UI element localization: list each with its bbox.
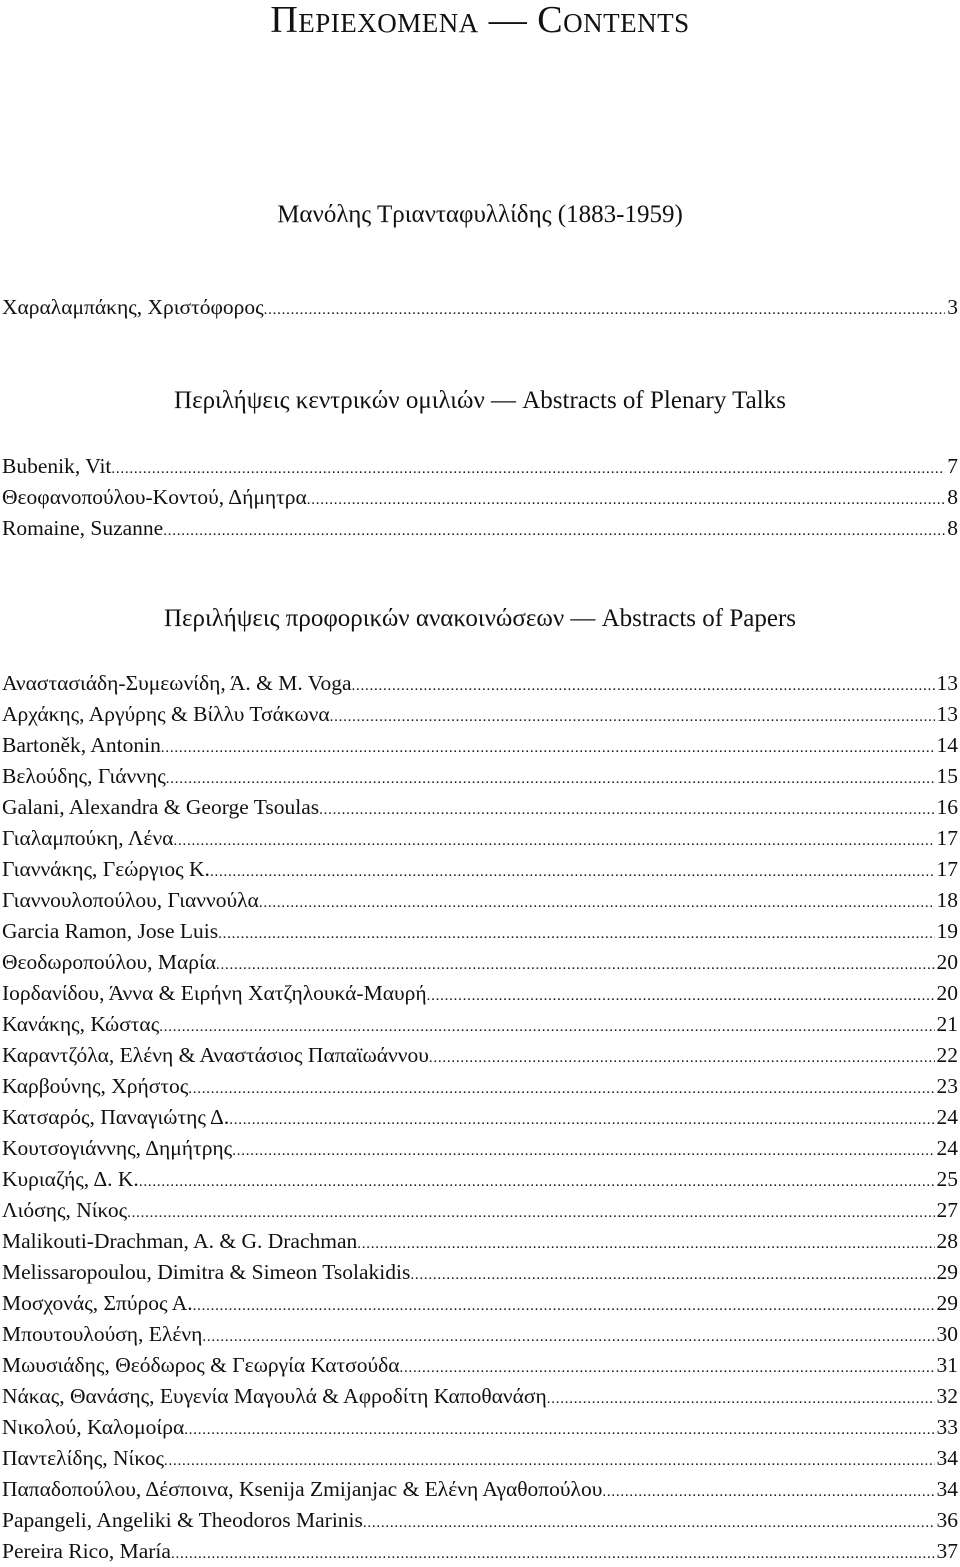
toc-page-number: 32	[936, 1384, 958, 1408]
toc-entry[interactable]	[2, 1381, 958, 1412]
toc-entry[interactable]	[2, 1133, 958, 1164]
toc-entry[interactable]	[2, 1257, 958, 1288]
toc-entry[interactable]	[2, 1102, 958, 1133]
toc-entry[interactable]	[2, 292, 958, 323]
dot-leader	[547, 1381, 935, 1412]
dot-leader	[216, 947, 934, 978]
dot-leader	[602, 1474, 934, 1505]
dot-leader	[232, 1133, 934, 1164]
toc-author: Βελούδης, Γιάννης	[2, 764, 166, 788]
toc-entry[interactable]	[2, 1009, 958, 1040]
toc-author: Μωυσιάδης, Θεόδωρος & Γεωργία Κατσούδα	[2, 1353, 400, 1377]
toc-author: Papangeli, Angeliki & Theodoros Marinis	[2, 1508, 363, 1532]
toc-entry[interactable]	[2, 823, 958, 854]
toc-entry[interactable]	[2, 1474, 958, 1505]
dot-leader	[352, 668, 935, 699]
dot-leader	[330, 699, 935, 730]
toc-page-number: 27	[936, 1198, 958, 1222]
toc-list-plenary-visible	[2, 451, 958, 544]
toc-author: Καρβούνης, Χρήστος	[2, 1074, 189, 1098]
toc-author: Νάκας, Θανάσης, Ευγενία Μαγουλά & Αφροδίτη Καποθανάση	[2, 1384, 547, 1408]
dot-leader	[357, 1226, 934, 1257]
toc-author: Γιαννουλοπούλου, Γιαννούλα	[2, 888, 259, 912]
toc-author: Malikouti-Drachman, A. & G. Drachman	[2, 1229, 358, 1253]
toc-page-number: 8	[947, 485, 958, 509]
toc-author: Galani, Alexandra & George Tsoulas	[2, 795, 320, 819]
toc-entry[interactable]	[2, 1071, 958, 1102]
toc-entry[interactable]	[2, 1350, 958, 1381]
toc-page-number: 8	[947, 516, 958, 540]
dot-leader	[173, 823, 934, 854]
toc-page-number: 31	[936, 1353, 958, 1377]
toc-author: Θεοδωροπούλου, Μαρία	[2, 950, 217, 974]
toc-page-number: 28	[936, 1229, 958, 1253]
toc-page-number: 23	[936, 1074, 958, 1098]
dot-leader	[164, 1443, 935, 1474]
dot-leader	[166, 761, 935, 792]
toc-author: Γιαλαμπούκη, Λένα	[2, 826, 174, 850]
dot-leader	[188, 1071, 934, 1102]
toc-page-number: 30	[936, 1322, 958, 1346]
toc-author: Κυριαζής, Δ. Κ.	[2, 1167, 139, 1191]
toc-author: Romaine, Suzanne	[2, 516, 164, 540]
toc-page-number: 20	[936, 981, 958, 1005]
toc-page-number: 13	[936, 702, 958, 726]
section-heading-triantafyllidis: Μανόλης Τριανταφυλλίδης (1883-1959)	[277, 201, 683, 228]
dot-leader	[363, 1505, 935, 1536]
toc-page-number: 17	[936, 857, 958, 881]
toc-list-triantafyllidis	[2, 292, 958, 323]
toc-entry[interactable]	[2, 1288, 958, 1319]
toc-page-number: 13	[936, 671, 958, 695]
dot-leader	[163, 513, 945, 544]
toc-entry[interactable]	[2, 978, 958, 1009]
toc-page-number: 36	[936, 1508, 958, 1532]
toc-page-number: 18	[936, 888, 958, 912]
toc-entry[interactable]	[2, 1040, 958, 1071]
toc-entry[interactable]	[2, 1226, 958, 1257]
toc-page-number: 19	[936, 919, 958, 943]
toc-author: Bubenik, Vit	[2, 454, 112, 478]
dot-leader	[229, 1102, 934, 1133]
toc-entry[interactable]	[2, 1443, 958, 1474]
toc-author: Παντελίδης, Νίκος	[2, 1446, 164, 1470]
toc-page-number: 24	[936, 1136, 958, 1160]
dot-leader	[171, 1536, 935, 1567]
dot-leader	[202, 1319, 934, 1350]
toc-entry[interactable]	[2, 482, 958, 513]
toc-page-number: 29	[936, 1260, 958, 1284]
dot-leader	[218, 916, 934, 947]
toc-entry[interactable]	[2, 730, 958, 761]
dot-leader	[210, 854, 935, 885]
toc-author: Λιόσης, Νίκος	[2, 1198, 128, 1222]
toc-author: Αναστασιάδη-Συμεωνίδη, Ά. & M. Voga	[2, 671, 352, 695]
toc-list-abstracts-of-papers	[2, 668, 958, 1567]
dot-leader	[127, 1195, 934, 1226]
toc-author: Γιαννάκης, Γεώργιος Κ.	[2, 857, 210, 881]
toc-author: Αρχάκης, Αργύρης & Βίλλυ Τσάκωνα	[2, 702, 330, 726]
toc-author: Καραντζόλα, Ελένη & Αναστάσιος Παπαϊωάννου	[2, 1043, 429, 1067]
toc-entry[interactable]	[2, 761, 958, 792]
dot-leader	[307, 482, 946, 513]
toc-entry[interactable]	[2, 885, 958, 916]
dot-leader	[184, 1412, 934, 1443]
toc-author: Νικολού, Καλομοίρα	[2, 1415, 185, 1439]
dot-leader	[259, 885, 935, 916]
toc-author: Garcia Ramon, Jose Luis	[2, 919, 219, 943]
toc-entry[interactable]	[2, 1164, 958, 1195]
dot-leader	[400, 1350, 935, 1381]
toc-page-number: 3	[947, 295, 958, 319]
toc-page-number: 29	[936, 1291, 958, 1315]
toc-page-number: 24	[936, 1105, 958, 1129]
toc-page-number: 21	[936, 1012, 958, 1036]
toc-author: Κατσαρός, Παναγιώτης Δ.	[2, 1105, 230, 1129]
toc-author: Παπαδοπούλου, Δέσποινα, Ksenija Zmijanjac & Ελένη Αγαθοπούλου	[2, 1477, 603, 1501]
toc-author: Bartoněk, Antonin	[2, 733, 161, 757]
dot-leader	[111, 451, 945, 482]
toc-page-number: 22	[936, 1043, 958, 1067]
toc-entry[interactable]	[2, 1412, 958, 1443]
dot-leader	[161, 730, 935, 761]
toc-author: Melissaropoulou, Dimitra & Simeon Tsolakidis	[2, 1260, 411, 1284]
dot-leader	[193, 1288, 935, 1319]
toc-page-number: 33	[936, 1415, 958, 1439]
dot-leader	[319, 792, 934, 823]
toc-entry[interactable]	[2, 916, 958, 947]
dot-leader	[264, 292, 946, 323]
toc-page-number: 15	[936, 764, 958, 788]
section-heading-plenary-talks: Περιλήψεις κεντρικών ομιλιών — Abstracts of Plenary Talks	[174, 387, 786, 414]
toc-entry[interactable]	[2, 1195, 958, 1226]
toc-page-number: 14	[936, 733, 958, 757]
toc-author: Θεοφανοπούλου-Κοντού, Δήμητρα	[2, 485, 307, 509]
toc-page-number: 7	[947, 454, 958, 478]
toc-entry[interactable]	[2, 854, 958, 885]
toc-author: Pereira Rico, María	[2, 1539, 171, 1563]
dot-leader	[159, 1009, 934, 1040]
toc-entry[interactable]	[2, 792, 958, 823]
toc-entry[interactable]	[2, 699, 958, 730]
toc-page-number: 34	[936, 1477, 958, 1501]
toc-page-number: 17	[936, 826, 958, 850]
toc-author: Κανάκης, Κώστας	[2, 1012, 160, 1036]
toc-entry[interactable]	[2, 1505, 958, 1536]
dot-leader	[429, 1040, 935, 1071]
dot-leader	[139, 1164, 935, 1195]
toc-entry[interactable]	[2, 668, 958, 699]
toc-entry[interactable]	[2, 1536, 958, 1567]
toc-entry[interactable]	[2, 513, 958, 544]
toc-author: Ιορδανίδου, Άννα & Ειρήνη Χατζηλουκά-Μαυρή	[2, 981, 427, 1005]
toc-page-number: 37	[936, 1539, 958, 1563]
toc-page-number: 25	[936, 1167, 958, 1191]
toc-author: Χαραλαμπάκης, Χριστόφορος	[2, 295, 264, 319]
toc-entry[interactable]	[2, 947, 958, 978]
toc-author: Μπουτουλούση, Ελένη	[2, 1322, 203, 1346]
dot-leader	[410, 1257, 934, 1288]
dot-leader	[427, 978, 935, 1009]
toc-entry[interactable]	[2, 451, 958, 482]
toc-page-number: 20	[936, 950, 958, 974]
toc-page-number: 16	[936, 795, 958, 819]
toc-author: Μοσχονάς, Σπύρος Α.	[2, 1291, 193, 1315]
section-heading-abstracts-of-papers: Περιλήψεις προφορικών ανακοινώσεων — Abstracts of Papers	[163, 605, 797, 632]
toc-page-number: 34	[936, 1446, 958, 1470]
page-title: Περιεχομενα — Contents	[270, 0, 690, 41]
toc-entry[interactable]	[2, 1319, 958, 1350]
toc-author: Κουτσογιάννης, Δημήτρης	[2, 1136, 233, 1160]
